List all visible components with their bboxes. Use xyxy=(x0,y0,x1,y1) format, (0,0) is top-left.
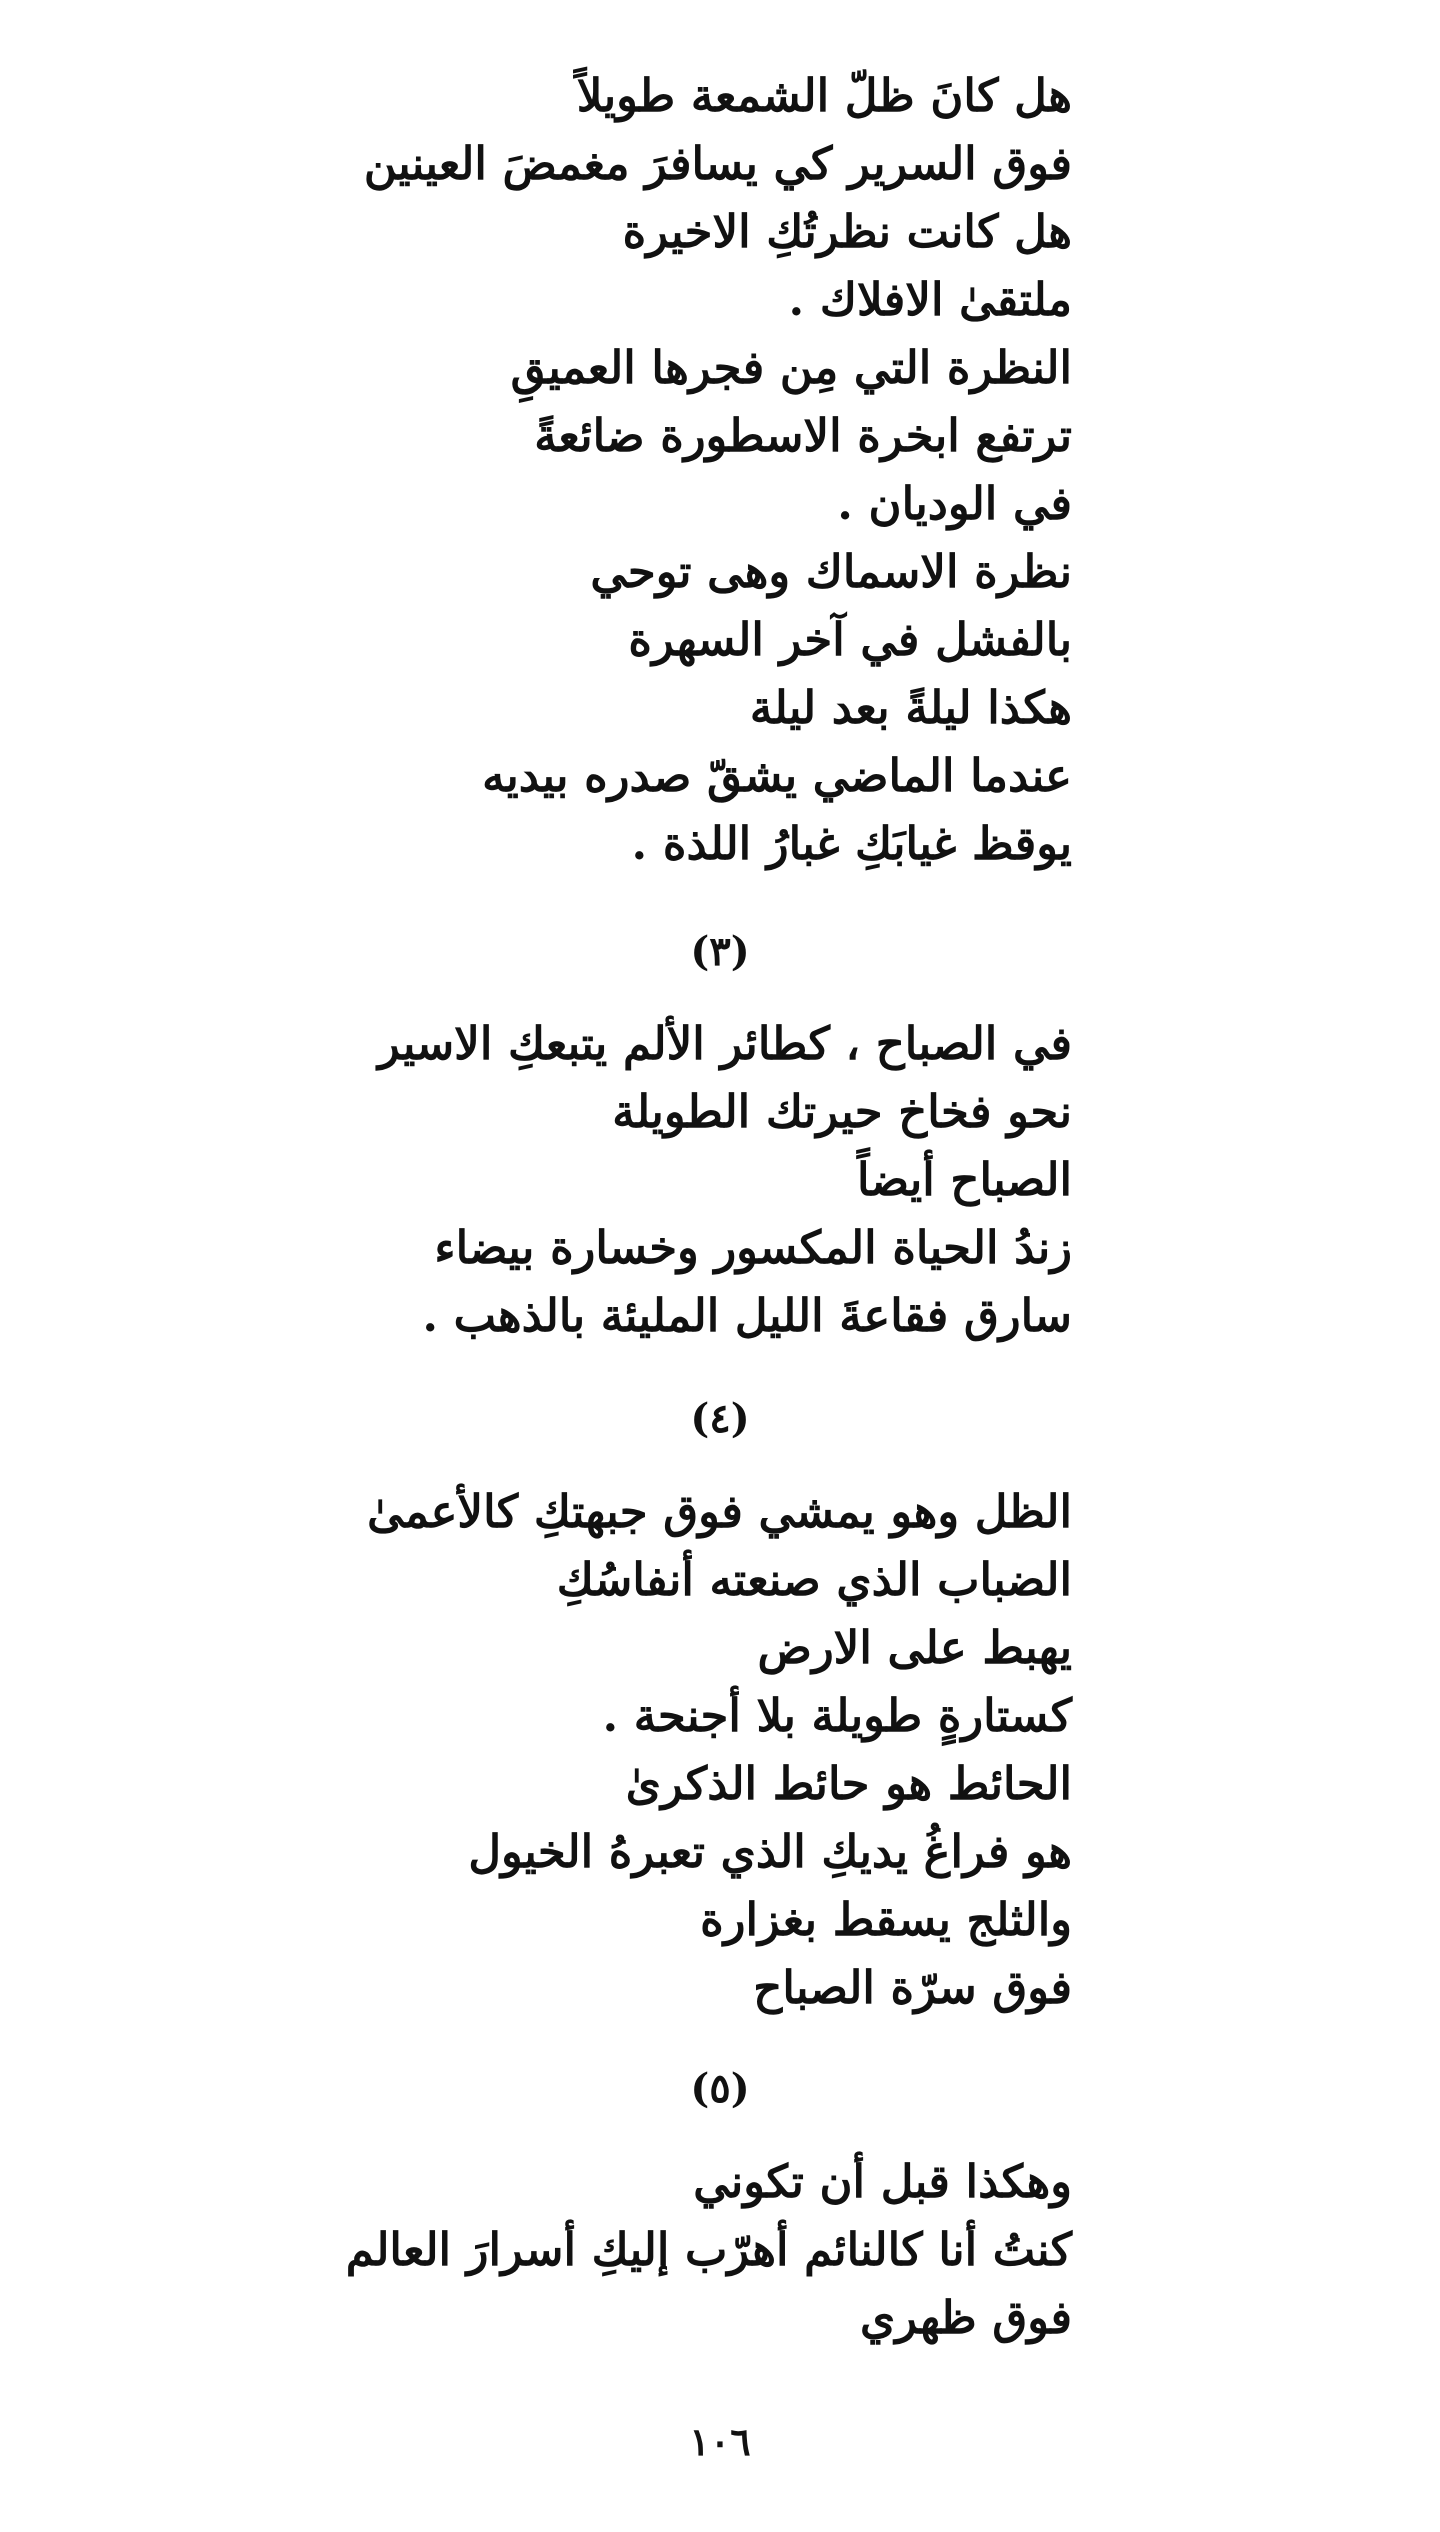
poem-line: يوقظ غيابَكِ غبارُ اللذة . xyxy=(631,817,1072,870)
poem-line: والثلج يسقط بغزارة xyxy=(700,1893,1072,1946)
poem-line: النظرة التي مِن فجرها العميقِ xyxy=(510,341,1072,394)
poem-line: ملتقىٰ الافلاك . xyxy=(788,273,1072,326)
poem-line: هل كانَ ظلّ الشمعة طويلاً xyxy=(576,69,1072,122)
poem-line: في الوديان . xyxy=(837,477,1072,530)
poem-line: نظرة الاسماك وهى توحي xyxy=(590,545,1072,598)
stanza-2 xyxy=(364,62,1072,878)
poem-line: نحو فخاخ حيرتك الطويلة xyxy=(612,1085,1072,1138)
poem-line: بالفشل في آخر السهرة xyxy=(628,613,1072,666)
poem-line: الضباب الذي صنعته أنفاسُكِ xyxy=(556,1553,1072,1606)
poem-line: الحائط هو حائط الذكرىٰ xyxy=(625,1757,1072,1810)
poem-line: كنتُ أنا كالنائم أهرّب إليكِ أسرارَ العالم xyxy=(345,2223,1072,2276)
poem-line: هو فراغُ يديكِ الذي تعبرهُ الخيول xyxy=(468,1825,1072,1878)
poem-line: في الصباح ، كطائر الألم يتبعكِ الاسير xyxy=(378,1017,1072,1070)
poem-line: فوق سرّة الصباح xyxy=(753,1961,1072,2014)
section-number-3: (٣) xyxy=(690,928,750,975)
poem-line: عندما الماضي يشقّ صدره بيديه xyxy=(482,749,1072,802)
section-number-4: (٤) xyxy=(690,1395,750,1442)
poem-line: هكذا ليلةً بعد ليلة xyxy=(749,681,1072,734)
poem-line: الصباح أيضاً xyxy=(856,1153,1072,1206)
poem-line: وهكذا قبل أن تكوني xyxy=(693,2155,1072,2208)
poem-line: ترتفع ابخرة الاسطورة ضائعةً xyxy=(534,409,1072,462)
poem-line: سارق فقاعةَ الليل المليئة بالذهب . xyxy=(422,1289,1072,1342)
poem-line: فوق ظهري xyxy=(860,2291,1072,2344)
poem-line: الظل وهو يمشي فوق جبهتكِ كالأعمىٰ xyxy=(367,1485,1072,1538)
poem-line: يهبط على الارض xyxy=(757,1621,1072,1674)
page-number: ١٠٦ xyxy=(689,2419,751,2464)
stanza-5 xyxy=(346,2148,1072,2352)
section-number-5: (٥) xyxy=(690,2065,750,2112)
stanza-3 xyxy=(378,1010,1072,1350)
poem-line: كستارةٍ طويلة بلا أجنحة . xyxy=(602,1689,1072,1742)
poem-line: هل كانت نظرتُكِ الاخيرة xyxy=(622,205,1072,258)
stanza-4 xyxy=(367,1478,1072,2022)
poem-line: فوق السرير كي يسافرَ مغمضَ العينين xyxy=(363,137,1072,190)
poem-line: زندُ الحياة المكسور وخسارة بيضاء xyxy=(434,1221,1072,1274)
